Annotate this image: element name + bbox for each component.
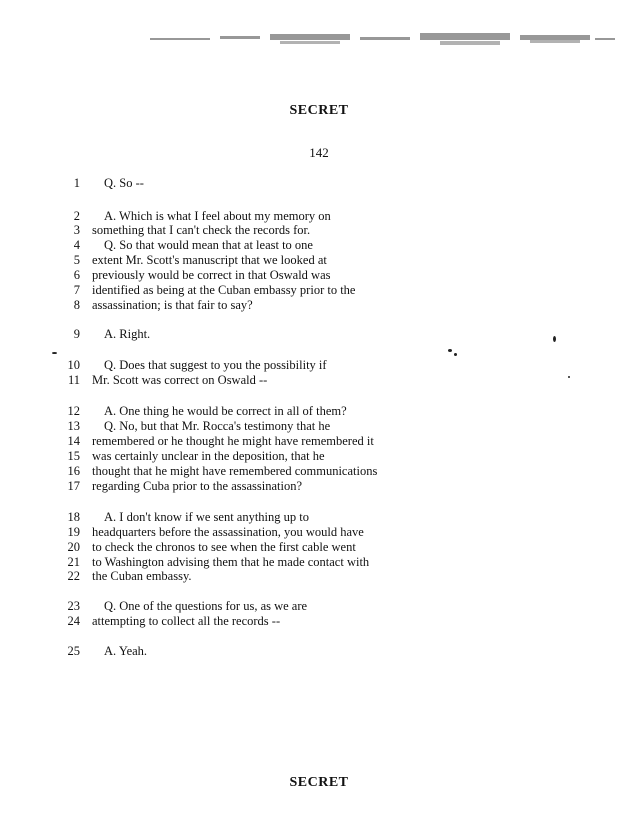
- line-text: A. I don't know if we sent anything up to: [104, 510, 310, 524]
- transcript-line: [60, 643, 147, 659]
- line-number: 19: [67, 525, 80, 539]
- line-number: 16: [67, 464, 80, 478]
- line-number: 24: [67, 614, 80, 628]
- line-number: 8: [73, 298, 80, 312]
- line-text: assassination; is that fair to say?: [92, 298, 253, 312]
- transcript-line: [60, 267, 330, 283]
- line-text: Q. One of the questions for us, as we are: [104, 599, 308, 613]
- transcript-line: [60, 252, 327, 268]
- transcript-line: [60, 326, 150, 342]
- line-number: 6: [73, 268, 80, 282]
- transcript-line: [60, 403, 347, 419]
- transcript-line: [60, 222, 310, 238]
- scan-noise-strip: [150, 28, 620, 52]
- line-number: 17: [67, 479, 80, 493]
- line-text: remembered or he thought he might have remembered it: [92, 434, 374, 448]
- line-text: the Cuban embassy.: [92, 569, 192, 583]
- transcript-line: [60, 509, 309, 525]
- scan-speck: [454, 353, 457, 356]
- transcript-line: [60, 357, 327, 373]
- transcript-line: [60, 598, 307, 614]
- line-number: 4: [73, 238, 80, 252]
- line-text: identified as being at the Cuban embassy prior to the: [92, 283, 356, 297]
- line-number: 14: [67, 434, 80, 448]
- line-text: something that I can't check the records for.: [92, 223, 311, 237]
- line-text: A. Which is what I feel about my memory on: [104, 209, 331, 223]
- line-text: A. One thing he would be correct in all of them?: [104, 404, 347, 418]
- transcript-line: [60, 175, 144, 191]
- line-number: 22: [67, 569, 80, 583]
- line-number: 13: [67, 419, 80, 433]
- transcript-line: [60, 372, 267, 388]
- line-number: 9: [73, 327, 80, 341]
- line-text: Mr. Scott was correct on Oswald --: [92, 373, 268, 387]
- line-number: 2: [73, 209, 80, 223]
- line-number: 15: [67, 449, 80, 463]
- line-text: to check the chronos to see when the first cable went: [92, 540, 356, 554]
- transcript-line: [60, 613, 280, 629]
- line-number: 23: [67, 599, 80, 613]
- classification-footer: SECRET: [289, 775, 349, 790]
- transcript-line: [60, 568, 192, 584]
- line-number: 12: [67, 404, 80, 418]
- transcript-line: [60, 418, 330, 434]
- scan-speck: [52, 352, 57, 354]
- line-number: 10: [67, 358, 80, 372]
- classification-header: SECRET: [289, 103, 349, 118]
- scan-speck: [553, 336, 556, 342]
- line-number: 3: [73, 223, 80, 237]
- transcript-line: [60, 433, 374, 449]
- line-number: 20: [67, 540, 80, 554]
- transcript-line: [60, 539, 356, 555]
- line-text: Q. No, but that Mr. Rocca's testimony that he: [104, 419, 331, 433]
- line-text: A. Right.: [104, 327, 151, 341]
- line-number: 1: [73, 176, 80, 190]
- line-text: to Washington advising them that he made contact with: [92, 555, 370, 569]
- transcript-line: [60, 297, 253, 313]
- line-text: A. Yeah.: [104, 644, 148, 658]
- line-text: was certainly unclear in the deposition, that he: [92, 449, 325, 463]
- line-number: 5: [73, 253, 80, 267]
- scan-speck: [568, 376, 570, 378]
- line-number: 11: [67, 373, 80, 387]
- line-text: headquarters before the assassination, you would have: [92, 525, 364, 539]
- line-text: thought that he might have remembered communications: [92, 464, 378, 478]
- line-text: attempting to collect all the records --: [92, 614, 281, 628]
- transcript-line: [60, 448, 325, 464]
- line-text: Q. Does that suggest to you the possibility if: [104, 358, 327, 372]
- line-number: 21: [67, 555, 80, 569]
- transcript-line: [60, 463, 377, 479]
- page-number: 142: [309, 145, 329, 160]
- line-text: Q. So --: [104, 176, 144, 190]
- transcript-line: [60, 237, 313, 253]
- scan-speck: [448, 349, 452, 352]
- line-text: regarding Cuba prior to the assassination?: [92, 479, 303, 493]
- transcript-line: [60, 524, 364, 540]
- line-text: previously would be correct in that Oswald was: [92, 268, 331, 282]
- line-number: 18: [67, 510, 80, 524]
- transcript-line: [60, 282, 355, 298]
- line-number: 7: [73, 283, 80, 297]
- line-number: 25: [67, 644, 80, 658]
- line-text: extent Mr. Scott's manuscript that we looked at: [92, 253, 327, 267]
- transcript-line: [60, 478, 302, 494]
- line-text: Q. So that would mean that at least to one: [104, 238, 313, 252]
